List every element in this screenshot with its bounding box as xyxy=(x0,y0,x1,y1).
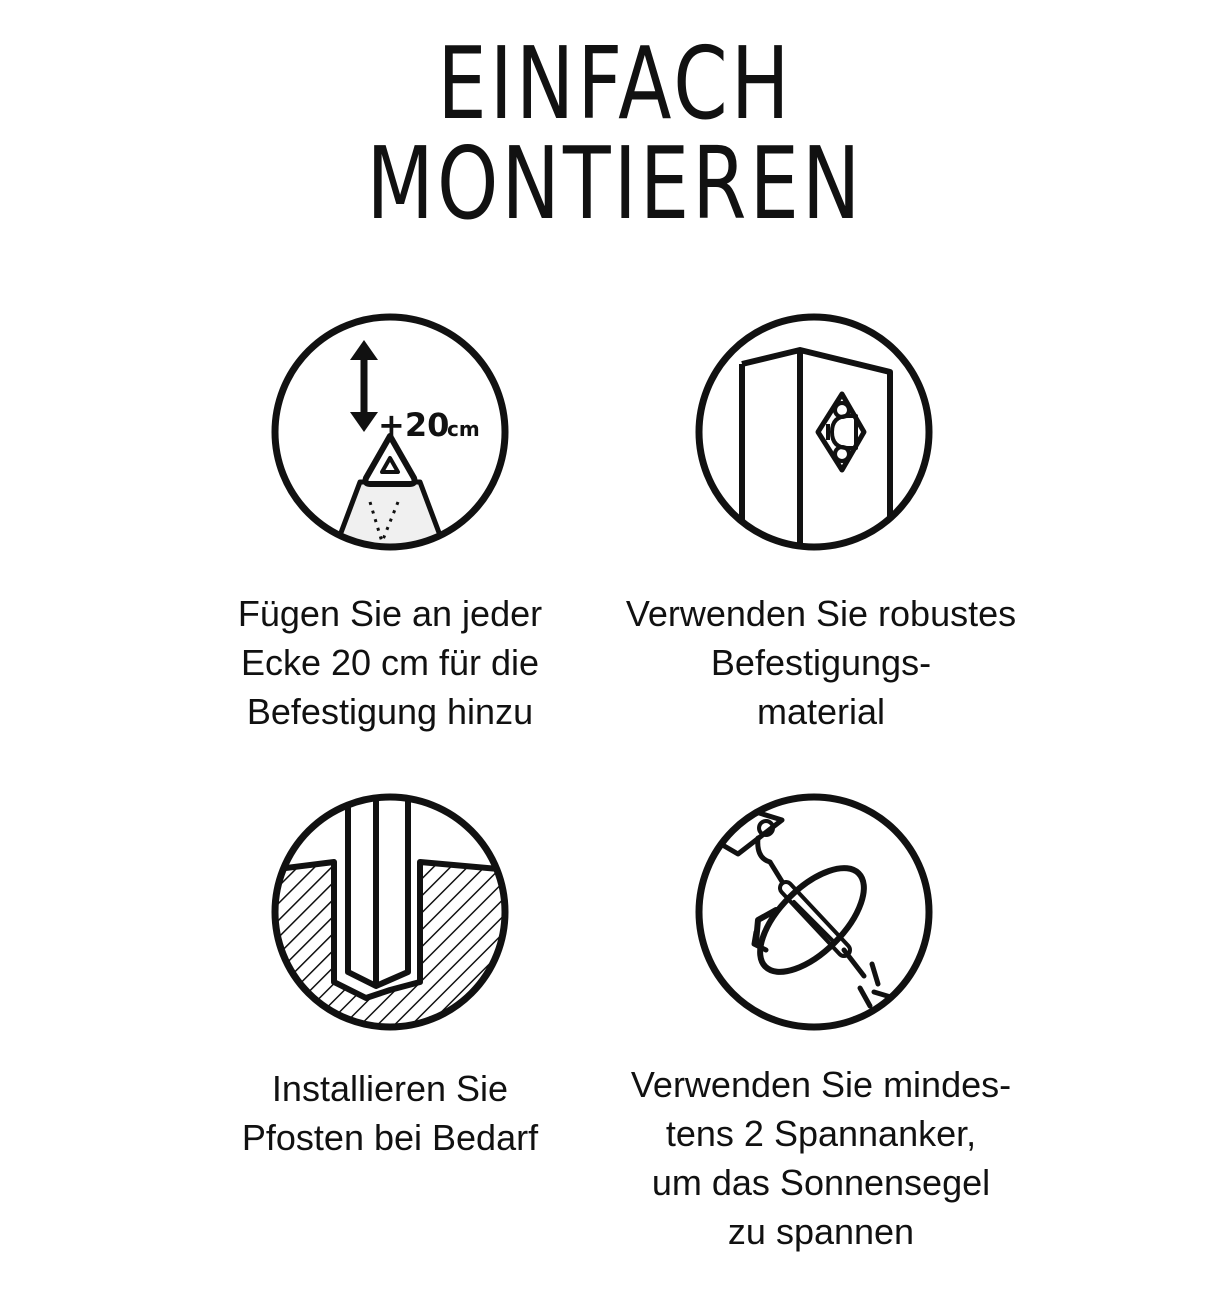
wall-mount-plate-icon xyxy=(694,312,934,552)
step-4-line: um das Sonnensegel xyxy=(651,1162,991,1203)
step-4-line: zu spannen xyxy=(727,1211,915,1252)
corner-extension-icon xyxy=(270,312,510,552)
step-4-line: Verwenden Sie mindes- xyxy=(630,1064,1012,1105)
step-1-line: Ecke 20 cm für die xyxy=(240,642,540,683)
page-title-line-1: EINFACH xyxy=(437,25,793,142)
turnbuckle-icon xyxy=(694,792,934,1032)
step-1-line: Fügen Sie an jeder xyxy=(237,593,543,634)
post-in-ground-icon xyxy=(270,792,510,1032)
step-2-line: material xyxy=(756,691,886,732)
step-2-line: Verwenden Sie robustes xyxy=(625,593,1017,634)
step-1-caption xyxy=(160,589,620,736)
step-4-line: tens 2 Spannanker, xyxy=(665,1113,977,1154)
step-2-caption xyxy=(591,589,1051,736)
step-4-caption xyxy=(591,1060,1051,1256)
plus-twenty-label: +20 xyxy=(378,406,450,444)
cm-unit-label: cm xyxy=(447,417,480,441)
step-1-line: Befestigung hinzu xyxy=(246,691,534,732)
step-3-caption xyxy=(160,1064,620,1162)
step-3-line: Installieren Sie xyxy=(271,1068,509,1109)
step-2-line: Befestigungs- xyxy=(710,642,932,683)
step-3-line: Pfosten bei Bedarf xyxy=(241,1117,539,1158)
page-title-line-2: MONTIEREN xyxy=(366,125,864,242)
